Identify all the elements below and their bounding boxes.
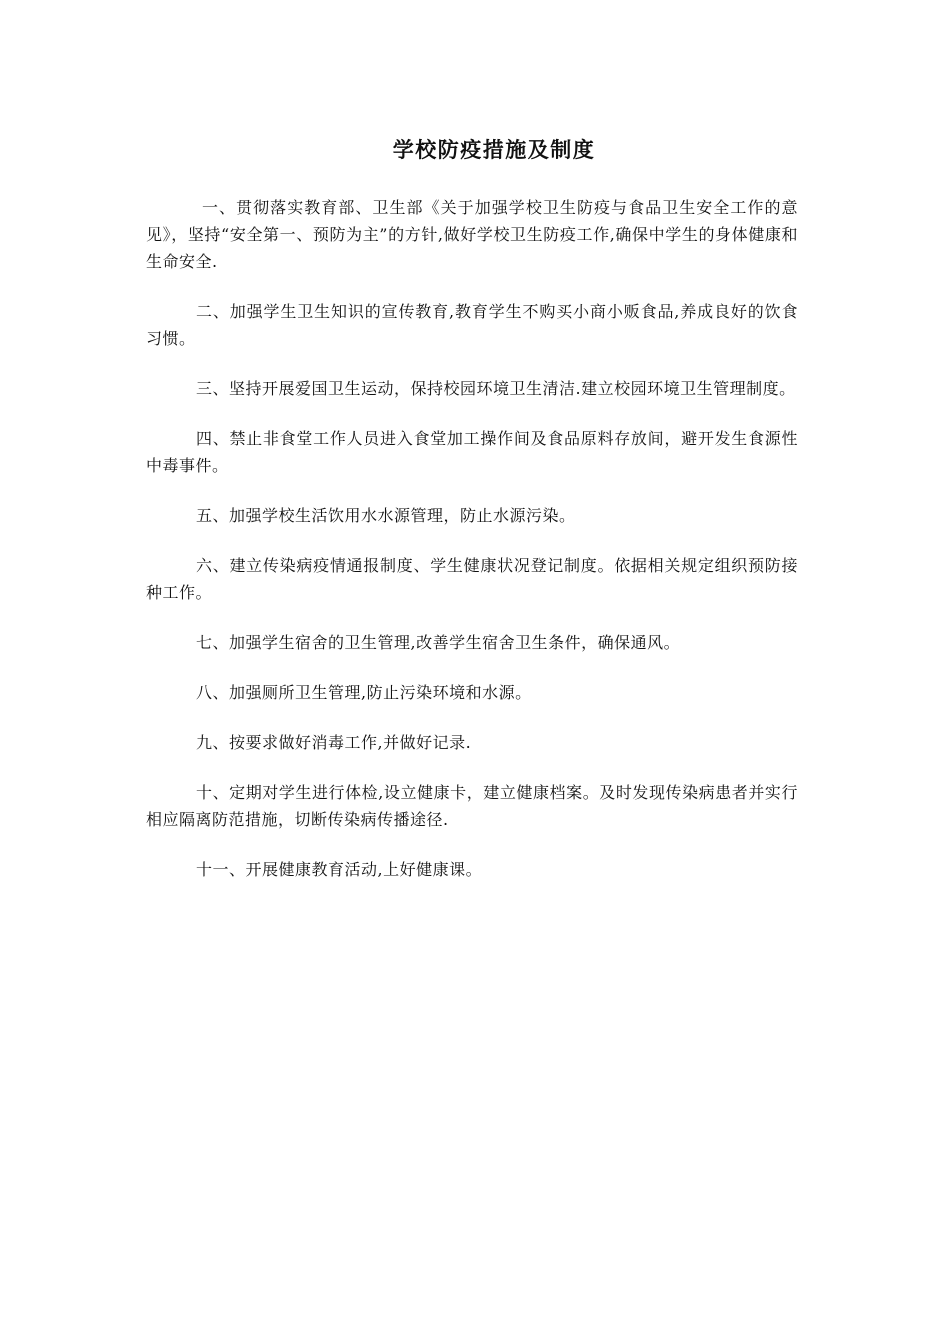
paragraph-5: 五、加强学校生活饮用水水源管理，防止水源污染。 bbox=[196, 506, 576, 525]
paragraph-11: 十一、开展健康教育活动,上好健康课。 bbox=[196, 860, 483, 879]
paragraph-3: 三、坚持开展爱国卫生运动，保持校园环境卫生清洁.建立校园环境卫生管理制度。 bbox=[196, 379, 796, 398]
paragraph-6: 六、建立传染病疫情通报制度、学生健康状况登记制度。依据相关规定组织预防接种工作。 bbox=[146, 556, 798, 602]
document-title: 学校防疫措施及制度 bbox=[392, 137, 596, 162]
paragraph-10: 十、定期对学生进行体检,设立健康卡，建立健康档案。及时发现传染病患者并实行相应隔离防范措施，切断传染病传播途径. bbox=[146, 783, 798, 829]
document-body bbox=[146, 194, 798, 906]
paragraph-7: 七、加强学生宿舍的卫生管理,改善学生宿舍卫生条件，确保通风。 bbox=[196, 633, 681, 652]
paragraph-2: 二、加强学生卫生知识的宣传教育,教育学生不购买小商小贩食品,养成良好的饮食习惯。 bbox=[146, 302, 798, 348]
paragraph-4: 四、禁止非食堂工作人员进入食堂加工操作间及食品原料存放间，避开发生食源性中毒事件。 bbox=[146, 429, 798, 475]
paragraph-9: 九、按要求做好消毒工作,并做好记录. bbox=[196, 733, 472, 752]
paragraph-1: 一、贯彻落实教育部、卫生部《关于加强学校卫生防疫与食品卫生安全工作的意见》，坚持“安全第一、预防为主”的方针,做好学校卫生防疫工作,确保中学生的身体健康和生命安全. bbox=[146, 198, 798, 271]
paragraph-8: 八、加强厕所卫生管理,防止污染环境和水源。 bbox=[196, 683, 532, 702]
